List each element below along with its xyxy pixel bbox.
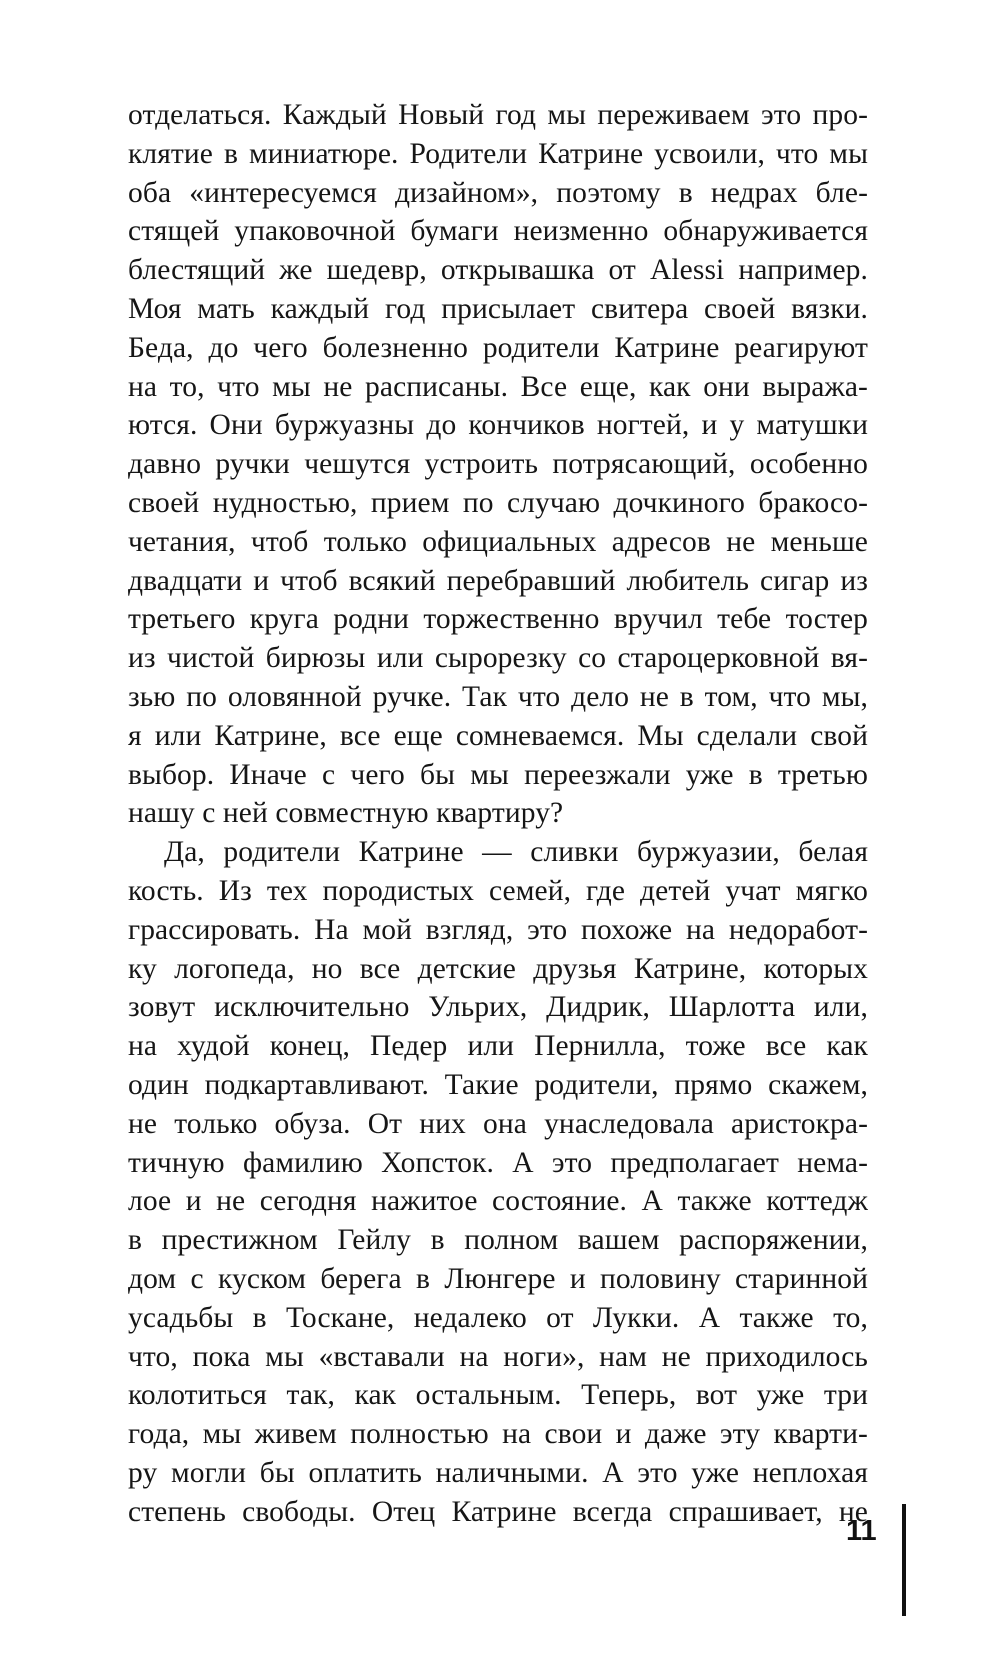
text-line: грассировать. На мой взгляд, это похоже на недоработ-: [128, 913, 868, 946]
text-line: степень свободы. Отец Катрине всегда спрашивает, не: [128, 1495, 868, 1528]
text-line: Да, родители Катрине — сливки буржуазии, белая: [164, 836, 868, 869]
text-line: нашу с ней совместную квартиру?: [128, 797, 564, 830]
text-line: своей нудностью, прием по случаю дочкиного бракосо-: [128, 486, 868, 519]
text-line: отделаться. Каждый Новый год мы переживаем это про-: [128, 99, 868, 131]
text-line: третьего круга родни торжественно вручил тебе тостер: [128, 603, 868, 636]
text-line: кость. Из тех породистых семей, где детей учат мягко: [128, 874, 868, 907]
text-line: один подкартавливают. Такие родители, прямо скажем,: [128, 1068, 868, 1101]
text-line: четания, чтоб только официальных адресов не меньше: [128, 525, 868, 558]
text-line: клятие в миниатюре. Родители Катрине усвоили, что мы: [128, 137, 868, 170]
text-line: зовут исключительно Ульрих, Дидрик, Шарлотта или,: [128, 991, 868, 1024]
paragraph-1: [128, 96, 868, 833]
text-line: лое и не сегодня нажитое состояние. А также коттедж: [128, 1185, 868, 1218]
text-line: тичную фамилию Хопсток. А это предполагает нема-: [128, 1146, 868, 1179]
text-line: ру могли бы оплатить наличными. А это уже неплохая: [128, 1456, 868, 1489]
text-line: блестящий же шедевр, открывашка от Alessi например.: [128, 254, 868, 287]
text-line: что, пока мы «вставали на ноги», нам не приходилось: [128, 1340, 868, 1373]
body-text: [128, 96, 868, 1531]
text-line: колотиться так, как остальным. Теперь, вот уже три: [128, 1379, 868, 1412]
text-line: давно ручки чешутся устроить потрясающий, особенно: [128, 448, 868, 481]
text-line: не только обуза. От них она унаследовала аристокра-: [128, 1107, 868, 1140]
text-line: на худой конец, Педер или Пернилла, тоже все как: [128, 1030, 868, 1063]
paragraph-2: [128, 833, 868, 1531]
text-line: Беда, до чего болезненно родители Катрине реагируют: [128, 331, 868, 364]
page-number-rule: [902, 1504, 906, 1616]
text-line: усадьбы в Тоскане, недалеко от Лукки. А также то,: [128, 1301, 868, 1334]
text-line: двадцати и чтоб всякий перебравший любитель сигар из: [128, 564, 868, 597]
text-line: года, мы живем полностью на свои и даже эту кварти-: [128, 1418, 868, 1451]
text-line: оба «интересуемся дизайном», поэтому в недрах бле-: [128, 176, 868, 209]
text-line: ются. Они буржуазны до кончиков ногтей, и у матушки: [128, 409, 868, 442]
text-line: выбор. Иначе с чего бы мы переезжали уже в третью: [128, 758, 868, 791]
text-line: зью по оловянной ручке. Так что дело не в том, что мы,: [128, 680, 868, 713]
text-line: в престижном Гейлу в полном вашем распоряжении,: [128, 1224, 868, 1257]
text-line: на то, что мы не расписаны. Все еще, как они выража-: [128, 370, 868, 403]
text-line: я или Катрине, все еще сомневаемся. Мы сделали свой: [128, 719, 868, 752]
text-line: из чистой бирюзы или сырорезку со староцерковной вя-: [128, 642, 868, 675]
text-line: ку логопеда, но все детские друзья Катрине, которых: [128, 952, 868, 985]
page-number: 11: [846, 1515, 877, 1547]
text-line: стящей упаковочной бумаги неизменно обнаруживается: [128, 215, 868, 248]
text-line: дом с куском берега в Люнгере и половину старинной: [128, 1262, 868, 1295]
text-line: Моя мать каждый год присылает свитера своей вязки.: [128, 292, 868, 325]
